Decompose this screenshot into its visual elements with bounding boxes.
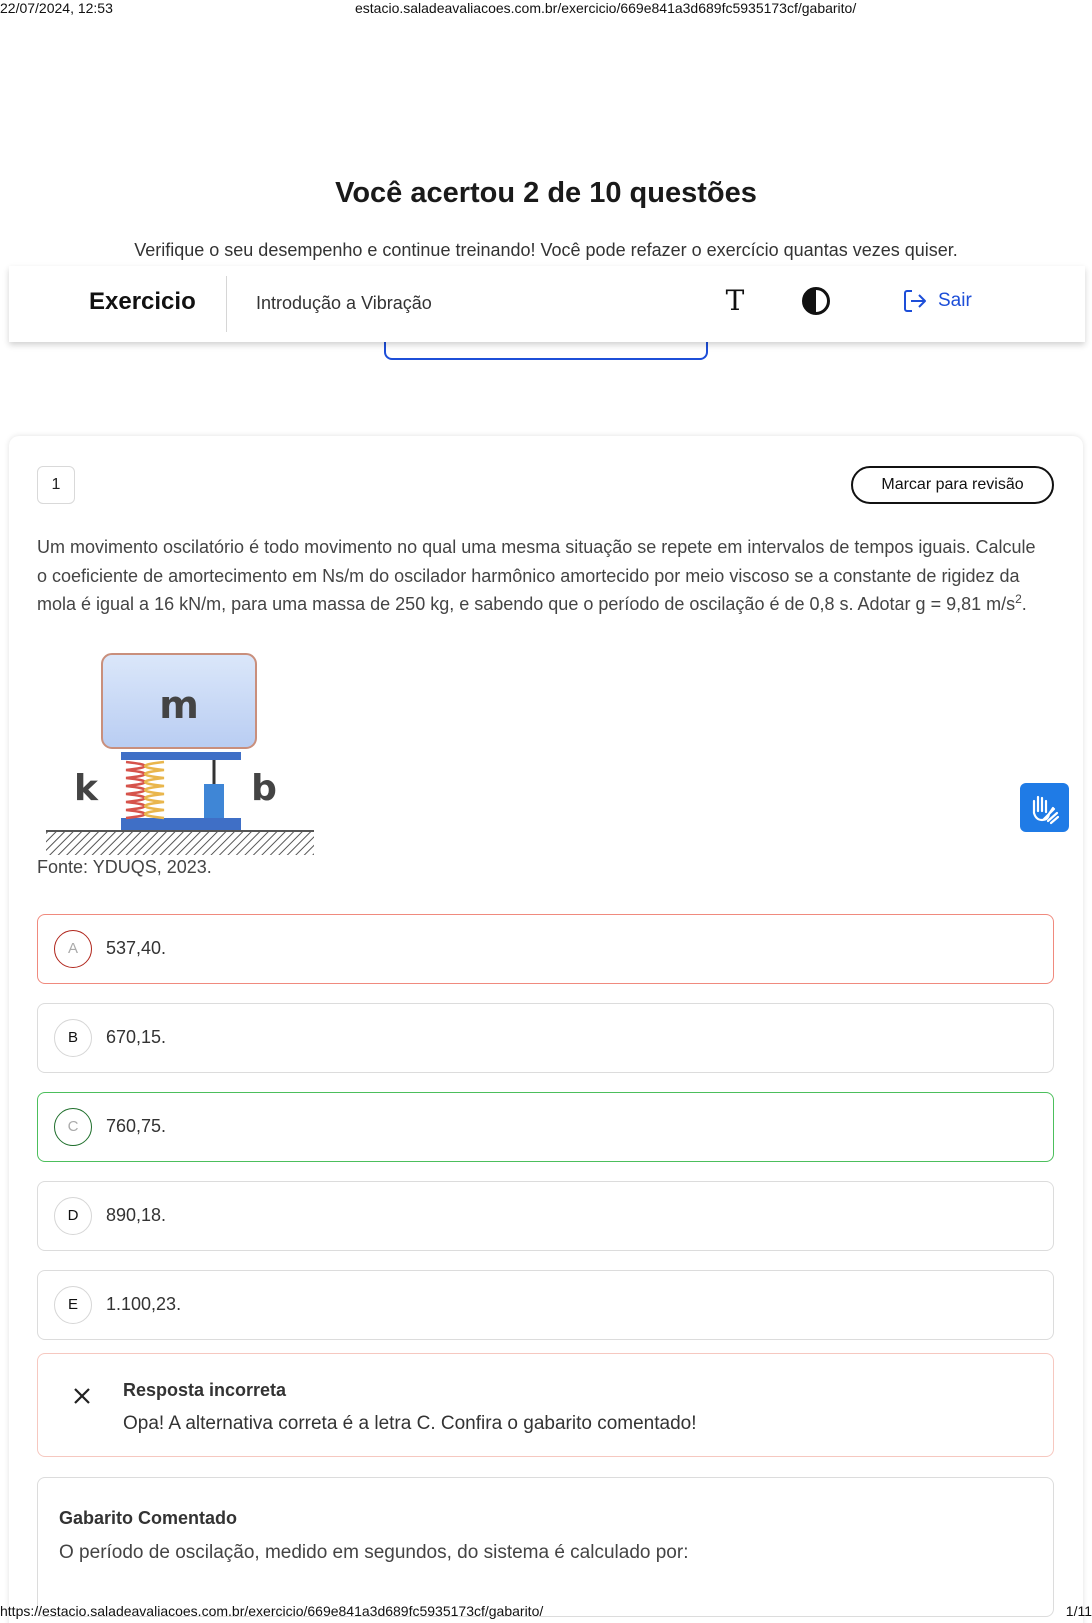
option-d[interactable] bbox=[37, 1181, 1054, 1251]
option-letter: B bbox=[54, 1019, 92, 1057]
option-e[interactable] bbox=[37, 1270, 1054, 1340]
option-letter: C bbox=[54, 1108, 92, 1146]
font-size-icon[interactable]: T bbox=[725, 284, 745, 317]
option-letter: A bbox=[54, 930, 92, 968]
option-letter: D bbox=[54, 1197, 92, 1235]
feedback-message: Opa! A alternativa correta é a letra C. Confira o gabarito comentado! bbox=[123, 1413, 697, 1434]
option-text: 1.100,23. bbox=[106, 1294, 182, 1314]
logout-icon bbox=[902, 288, 928, 314]
print-page-number: 1/11 bbox=[1065, 1603, 1092, 1619]
print-footer bbox=[0, 1603, 1092, 1623]
option-text: 537,40. bbox=[106, 938, 167, 958]
print-url: estacio.saladeavaliacoes.com.br/exercicio/669e841a3d689fc5935173cf/gabarito/ bbox=[355, 0, 857, 16]
question-statement bbox=[37, 533, 1047, 619]
mass-label: m bbox=[159, 683, 199, 727]
close-icon bbox=[70, 1384, 94, 1408]
answer-feedback bbox=[37, 1353, 1054, 1457]
option-letter: E bbox=[54, 1286, 92, 1324]
print-header bbox=[0, 0, 1092, 18]
option-text: 760,75. bbox=[106, 1116, 167, 1136]
brand-title: Exercicio bbox=[89, 288, 196, 315]
statement-text: Um movimento oscilatório é todo movimento no qual uma mesma situação se repete em intervalos de tempos iguais. Calcule o coeficiente de amortecimento em Ns/m do oscilador harmônico amortecido por meio viscoso se a constante de rigidez da mola é igual a 16 kN/m, para uma massa de 250 kg, e sabendo que o período de oscilação é de 0,8 s. Adotar g = 9,81 m/s bbox=[37, 537, 1036, 614]
print-datetime: 22/07/2024, 12:53 bbox=[0, 0, 113, 16]
mass-spring-damper-figure bbox=[44, 648, 314, 858]
mark-review-button[interactable]: Marcar para revisão bbox=[851, 466, 1054, 504]
contrast-icon[interactable] bbox=[801, 286, 831, 316]
exit-button[interactable] bbox=[902, 284, 972, 318]
divider bbox=[226, 276, 227, 332]
statement-superscript: 2 bbox=[1015, 592, 1022, 606]
print-footer-url: https://estacio.saladeavaliacoes.com.br/exercicio/669e841a3d689fc5935173cf/gabarito/ bbox=[0, 1603, 544, 1619]
commented-answer bbox=[37, 1477, 1054, 1617]
damper-label: b bbox=[251, 768, 277, 809]
figure-caption: Fonte: YDUQS, 2023. bbox=[37, 857, 212, 877]
exit-label: Sair bbox=[938, 290, 972, 311]
option-text: 670,15. bbox=[106, 1027, 167, 1047]
option-b[interactable] bbox=[37, 1003, 1054, 1073]
score-subtitle: Verifique o seu desempenho e continue treinando! Você pode refazer o exercício quantas vezes quiser. bbox=[134, 240, 958, 260]
question-number: 1 bbox=[37, 466, 75, 504]
score-title: Você acertou 2 de 10 questões bbox=[335, 177, 757, 209]
statement-end: . bbox=[1021, 594, 1027, 614]
top-bar bbox=[9, 266, 1085, 342]
subject-title: Introdução a Vibração bbox=[256, 293, 432, 313]
option-a[interactable] bbox=[37, 914, 1054, 984]
gabarito-text: O período de oscilação, medido em segundos, do sistema é calculado por: bbox=[59, 1542, 689, 1563]
gabarito-title: Gabarito Comentado bbox=[59, 1508, 238, 1528]
option-c[interactable] bbox=[37, 1092, 1054, 1162]
sign-language-icon bbox=[1020, 783, 1069, 832]
option-text: 890,18. bbox=[106, 1205, 167, 1225]
sign-language-button[interactable] bbox=[1020, 783, 1069, 832]
spring-label: k bbox=[74, 768, 98, 809]
feedback-title: Resposta incorreta bbox=[123, 1380, 287, 1400]
